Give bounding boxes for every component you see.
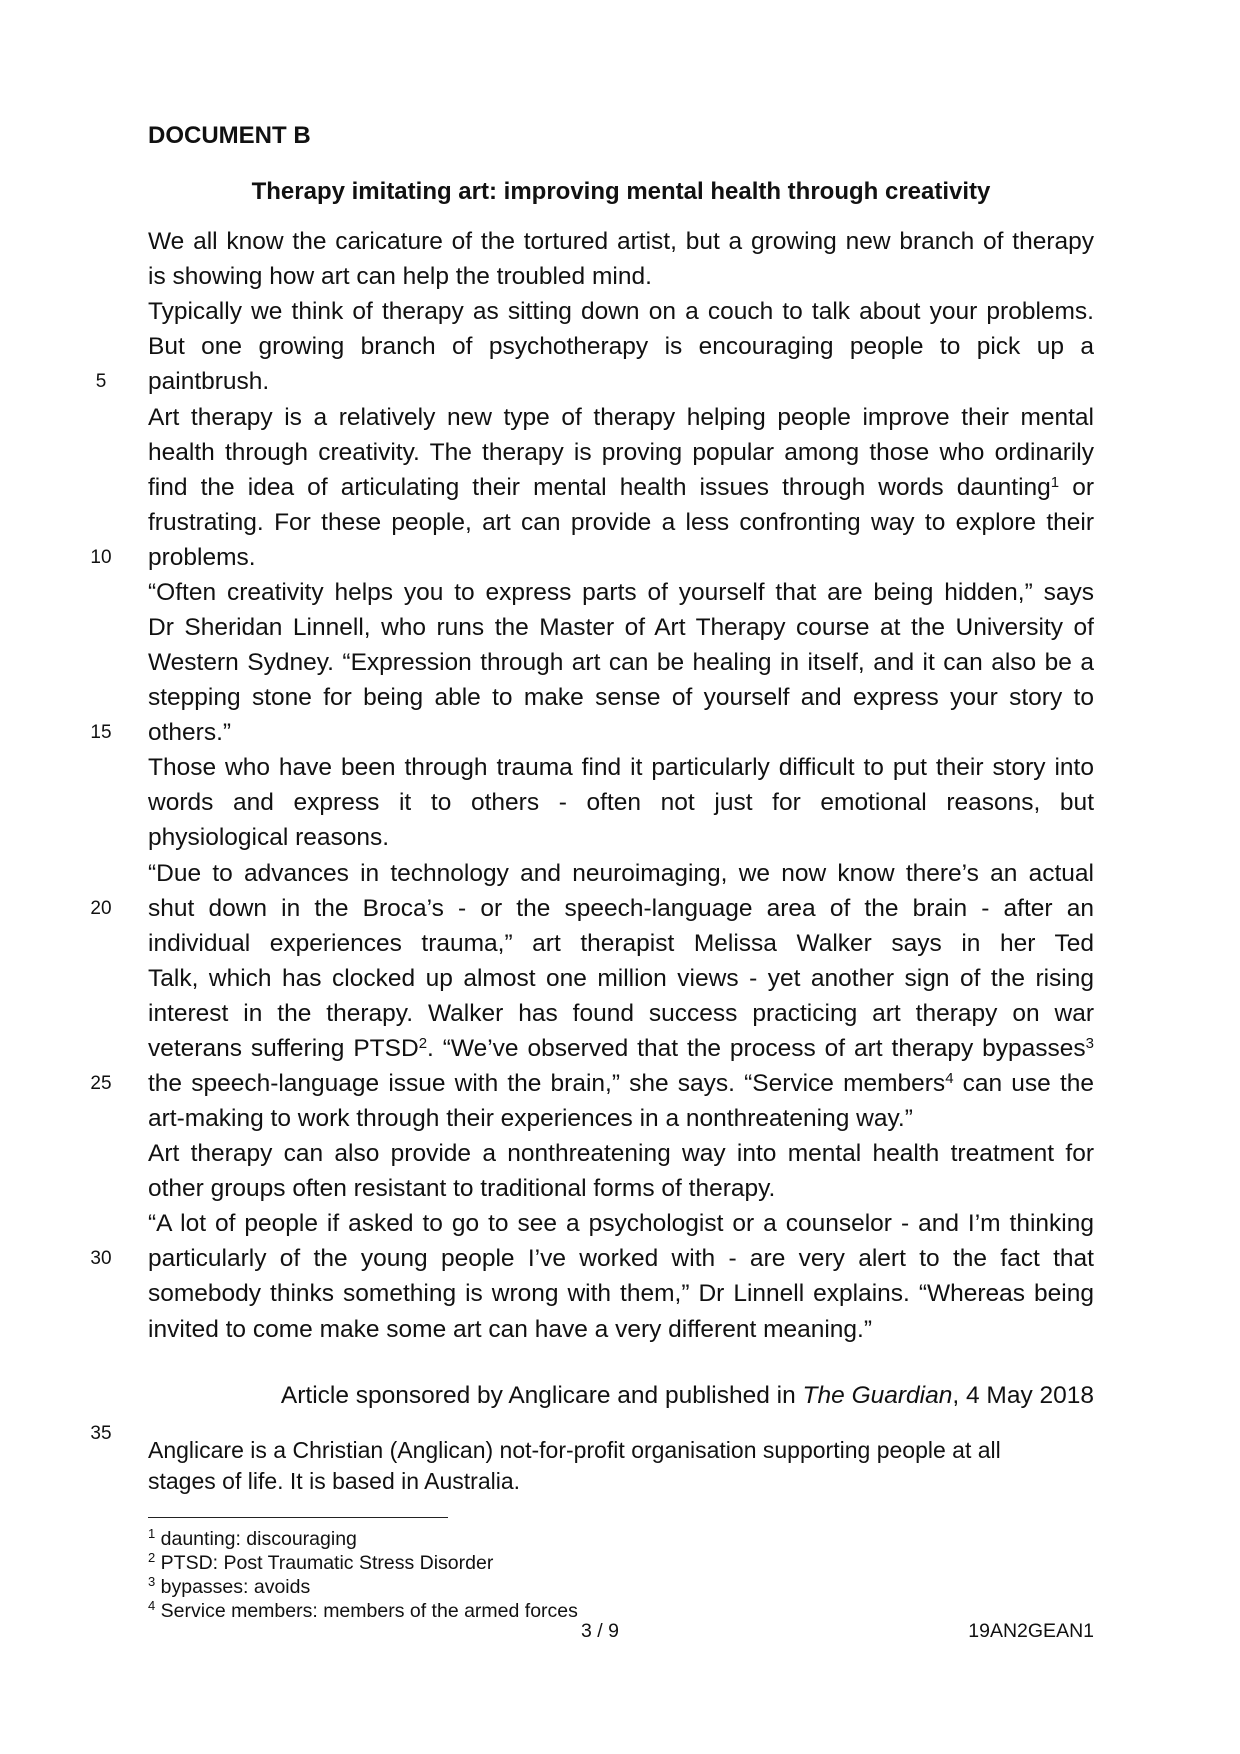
page-number: 3 / 9 [581,1620,619,1642]
footnote-number: 3 [148,1573,156,1589]
article-line: art-making to work through their experiences in a nonthreatening way.” [148,1105,913,1132]
article-line: “A lot of people if asked to go to see a psychologist or a counselor - and I’m thinking [148,1210,1094,1237]
article-line: Those who have been through trauma find it particularly difficult to put their story into [148,754,1094,781]
article-line: Typically we think of therapy as sitting down on a couch to talk about your problems. [148,298,1094,325]
line-number: 10 [90,547,112,568]
article-line: others.” [148,719,232,746]
footnote-ref: 4 [945,1069,954,1087]
article-line: shut down in the Broca’s - or the speech-language area of the brain - after an [148,895,1094,922]
article-line: individual experiences trauma,” art therapist Melissa Walker says in her Ted [148,930,1094,957]
article-line: stepping stone for being able to make sense of yourself and express your story to [148,684,1094,711]
article-line: We all know the caricature of the tortured artist, but a growing new branch of therapy [148,228,1094,255]
article-line: health through creativity. The therapy is proving popular among those who ordinarily [148,439,1094,466]
footnote-ref: 2 [418,1034,428,1052]
line-number: 15 [90,722,112,743]
footnote-text: Service members: members of the armed forces [155,1600,578,1622]
footnote-text: daunting: discouraging [155,1528,357,1550]
footnote-text: PTSD: Post Traumatic Stress Disorder [155,1552,494,1574]
article-line [148,1031,1094,1067]
footnote [148,1599,578,1623]
article-line: interest in the therapy. Walker has found success practicing art therapy on war [148,1000,1094,1027]
article-line: frustrating. For these people, art can provide a less confronting way to explore their [148,509,1094,536]
document-code: 19AN2GEAN1 [968,1620,1094,1642]
article-line: Talk, which has clocked up almost one million views - yet another sign of the rising [148,965,1094,992]
article-line: paintbrush. [148,368,270,395]
article-line: somebody thinks something is wrong with them,” Dr Linnell explains. “Whereas being [148,1280,1094,1307]
footnote [148,1551,493,1575]
footnote-ref: 3 [1085,1034,1094,1052]
line-text: find the idea of articulating their mental health issues through words daunting [148,474,1051,501]
article-line: Art therapy is a relatively new type of therapy helping people improve their mental [148,404,1094,431]
article-line: invited to come make some art can have a very different meaning.” [148,1316,873,1343]
line-text: can use the [953,1070,1095,1097]
article-line: physiological reasons. [148,824,390,851]
article-line: problems. [148,544,256,571]
organisation-note: Anglicare is a Christian (Anglican) not-for-profit organisation supporting people at all [148,1437,1001,1463]
attribution-date: , 4 May 2018 [952,1382,1094,1409]
footnote-text: bypasses: avoids [155,1576,311,1598]
line-text: the speech-language issue with the brain,” she says. “Service members [148,1070,946,1097]
article-line: other groups often resistant to traditional forms of therapy. [148,1175,776,1202]
footnote-divider [148,1517,448,1518]
article-line [148,1066,1094,1102]
footnote-number: 1 [148,1525,156,1541]
line-number: 30 [90,1248,112,1269]
article-line: Western Sydney. “Expression through art can be healing in itself, and it can also be a [148,649,1094,676]
footnote-ref: 1 [1050,473,1060,491]
article-line: is showing how art can help the troubled mind. [148,263,652,290]
article-line [148,470,1094,506]
article-line: “Due to advances in technology and neuroimaging, we now know there’s an actual [148,860,1094,887]
footnote [148,1575,310,1599]
footnote [148,1527,357,1551]
article-line: Art therapy can also provide a nonthreatening way into mental health treatment for [148,1140,1094,1167]
line-number: 5 [95,371,107,392]
article-line: words and express it to others - often not just for emotional reasons, but [148,789,1094,816]
organisation-note: stages of life. It is based in Australia. [148,1468,521,1494]
article-line: But one growing branch of psychotherapy is encouraging people to pick up a [148,333,1094,360]
line-number: 20 [90,898,112,919]
article-line: Dr Sheridan Linnell, who runs the Master of Art Therapy course at the University of [148,614,1094,641]
line-number: 25 [90,1073,112,1094]
line-text: veterans suffering PTSD [148,1035,419,1062]
article-title: Therapy imitating art: improving mental health through creativity [251,178,991,205]
attribution-prefix: Article sponsored by Anglicare and published in [280,1382,803,1409]
footnote-number: 2 [148,1549,156,1565]
article-line: “Often creativity helps you to express parts of yourself that are being hidden,” says [148,579,1094,606]
line-text: or [1059,474,1094,501]
article-line: particularly of the young people I’ve worked with - are very alert to the fact that [148,1245,1094,1272]
publication-name: The Guardian [802,1382,953,1409]
line-text: . “We’ve observed that the process of art therapy bypasses [427,1035,1086,1062]
document-label: DOCUMENT B [148,122,311,149]
article-attribution [281,1378,1094,1414]
footnote-number: 4 [148,1597,156,1613]
line-number: 35 [90,1423,112,1444]
